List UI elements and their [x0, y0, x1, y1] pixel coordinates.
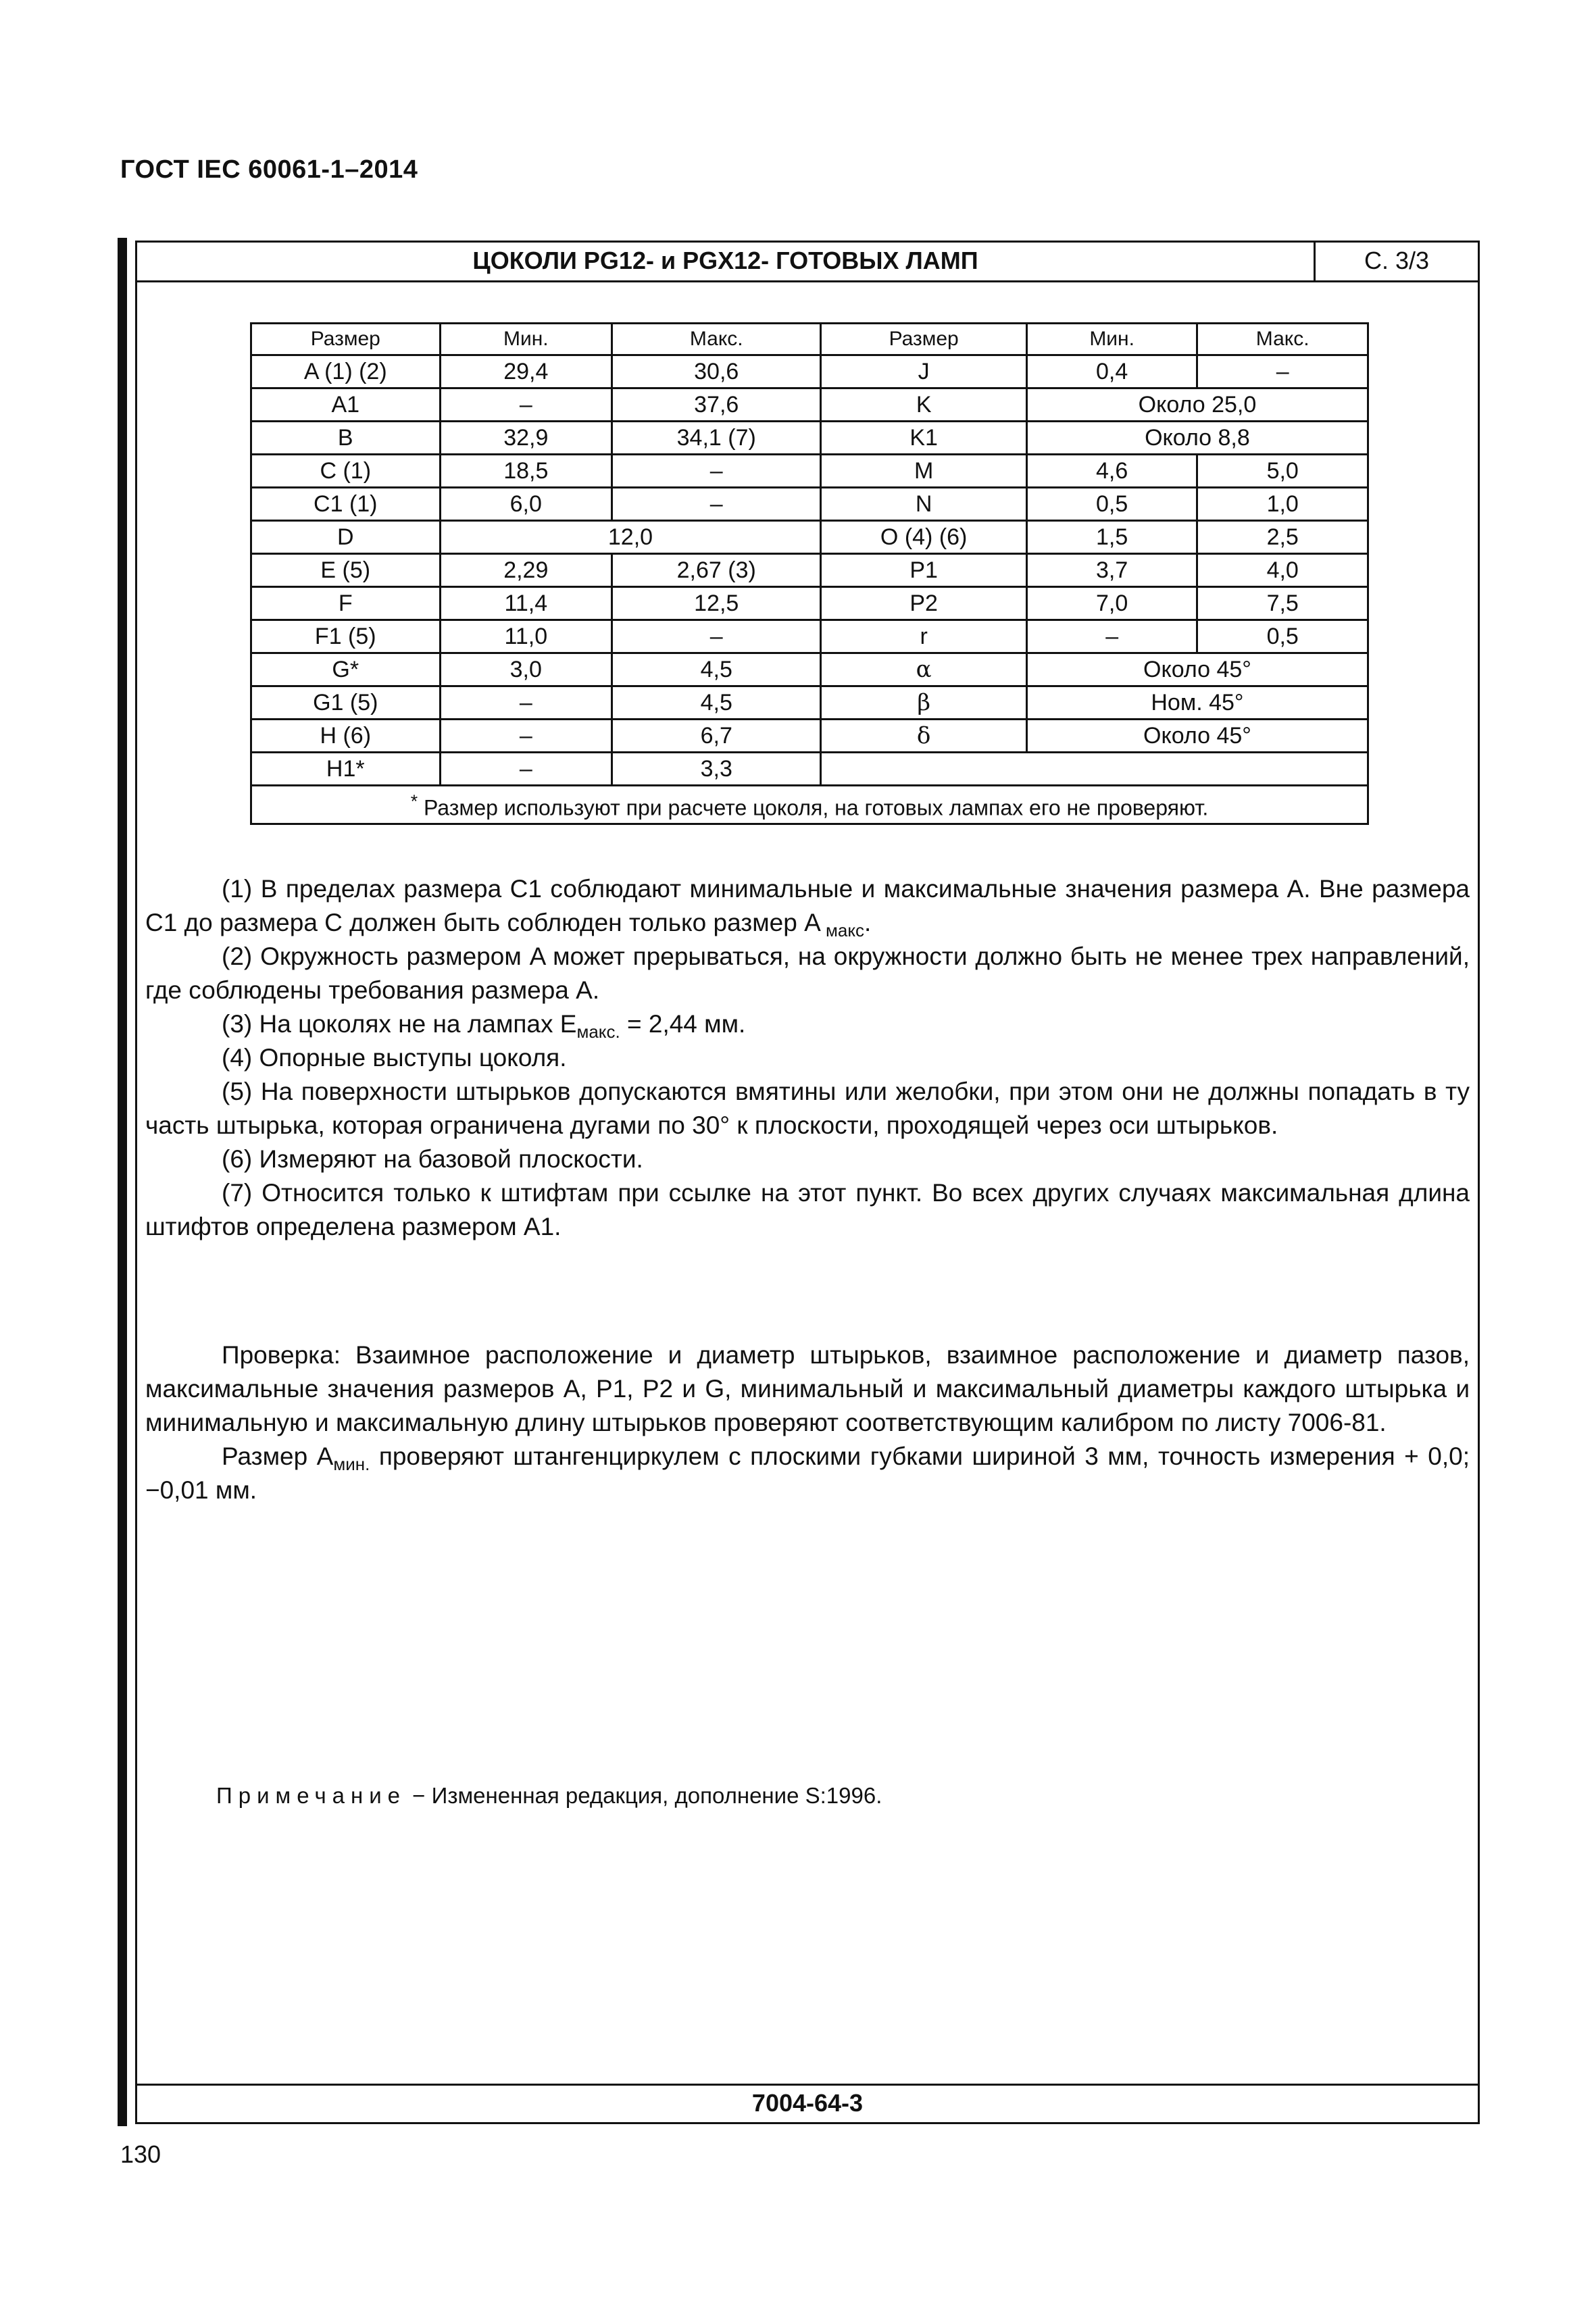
table-cell: N: [821, 488, 1026, 521]
table-cell: Около 45°: [1026, 653, 1368, 686]
table-cell: F1 (5): [251, 620, 441, 653]
table-cell: P1: [821, 554, 1026, 587]
sheet-title: ЦОКОЛИ PG12- и PGX12- ГОТОВЫХ ЛАМП: [472, 247, 978, 274]
table-cell: –: [612, 488, 821, 521]
note-2: (2) Окружность размером A может прерываться, на окружности должно быть не менее трех направлений, где соблюдены требования размера A.: [145, 942, 1470, 1004]
table-footnote: [251, 786, 1368, 824]
note-7: (7) Относится только к штифтам при ссылке на этот пункт. Во всех других случаях максимальная длина штифтов определена размером A1.: [145, 1179, 1470, 1240]
note-1-subscript: макс: [820, 920, 864, 940]
table-cell: 2,5: [1197, 521, 1368, 554]
note-3-subscript: макс.: [576, 1022, 620, 1042]
page-number: 130: [120, 2140, 161, 2168]
table-cell: –: [1197, 355, 1368, 388]
table-cell: β: [821, 686, 1026, 720]
remark: [216, 1783, 882, 1809]
note-3-end: = 2,44 мм.: [620, 1010, 746, 1038]
col-header: Макс.: [612, 324, 821, 355]
table-cell: C1 (1): [251, 488, 441, 521]
table-row: [251, 554, 1368, 587]
footnote-text: Размер используют при расчете цоколя, на готовых лампах его не проверяют.: [418, 795, 1209, 820]
table-cell: 3,0: [440, 653, 612, 686]
table-cell: –: [440, 686, 612, 720]
table-cell: 3,7: [1026, 554, 1197, 587]
table-cell: F: [251, 587, 441, 620]
check-paragraph-1: Проверка: Взаимное расположение и диаметр штырьков, взаимное расположение и диаметр пазов, максимальные значения размеров A, P1, P2 и G, минимальный и максимальный диаметры каждого штырька и минимальную и максимальную длину штырьков проверяют соответствующим калибром по листу 7006-81.: [145, 1341, 1470, 1436]
table-cell: E (5): [251, 554, 441, 587]
table-row: [251, 488, 1368, 521]
col-header: Размер: [251, 324, 441, 355]
table-cell: –: [612, 455, 821, 488]
sheet-code: 7004-64-3: [137, 2084, 1478, 2122]
table-row: [251, 422, 1368, 455]
table-cell: 4,5: [612, 653, 821, 686]
table-row: [251, 653, 1368, 686]
table-cell: A1: [251, 388, 441, 422]
table-cell: 2,67 (3): [612, 554, 821, 587]
table-row: [251, 720, 1368, 753]
dimensions-table: [250, 322, 1369, 825]
sheet-frame: [135, 241, 1480, 2124]
table-cell: Около 8,8: [1026, 422, 1368, 455]
check-text: Размер A: [222, 1442, 334, 1470]
table-cell: 0,4: [1026, 355, 1197, 388]
note-1: [145, 872, 1470, 940]
table-cell: B: [251, 422, 441, 455]
table-cell: C (1): [251, 455, 441, 488]
table-cell: Около 45°: [1026, 720, 1368, 753]
table-cell: –: [440, 388, 612, 422]
col-header: Размер: [821, 324, 1026, 355]
table-cell: 18,5: [440, 455, 612, 488]
table-cell: 0,5: [1026, 488, 1197, 521]
check-text-end: проверяют штангенциркулем с плоскими губками шириной 3 мм, точность измерения + 0,0; −0,01 мм.: [145, 1442, 1470, 1504]
table-cell: 11,0: [440, 620, 612, 653]
note-1-text: (1) В пределах размера C1 соблюдают минимальные и максимальные значения размера A. Вне размера C1 до размера C должен быть соблюден только размер A: [145, 875, 1470, 936]
note-4: (4) Опорные выступы цоколя.: [222, 1044, 567, 1072]
table-cell: M: [821, 455, 1026, 488]
table-cell: 4,6: [1026, 455, 1197, 488]
table-cell: α: [821, 653, 1026, 686]
table-cell: 12,5: [612, 587, 821, 620]
note-1-end: .: [864, 909, 872, 936]
table-cell: Около 25,0: [1026, 388, 1368, 422]
notes-section: [145, 872, 1470, 1244]
table-cell-empty: [821, 753, 1368, 786]
table-cell: G*: [251, 653, 441, 686]
table-cell: K: [821, 388, 1026, 422]
table-row: [251, 587, 1368, 620]
remark-label: Примечание: [216, 1783, 407, 1808]
table-row: [251, 455, 1368, 488]
table-header-row: [251, 324, 1368, 355]
table-cell: 2,29: [440, 554, 612, 587]
table-row: [251, 686, 1368, 720]
check-paragraph-2: [145, 1440, 1470, 1507]
table-cell: 7,0: [1026, 587, 1197, 620]
table-cell: –: [440, 720, 612, 753]
table-cell: D: [251, 521, 441, 554]
sheet-number: С. 3/3: [1314, 243, 1478, 280]
table-row: [251, 355, 1368, 388]
table-cell: 32,9: [440, 422, 612, 455]
check-subscript: мин.: [333, 1454, 370, 1474]
table-cell: 5,0: [1197, 455, 1368, 488]
table-cell: H1*: [251, 753, 441, 786]
table-cell: K1: [821, 422, 1026, 455]
table-cell: 12,0: [440, 521, 821, 554]
table-cell: δ: [821, 720, 1026, 753]
table-cell: H (6): [251, 720, 441, 753]
table-cell: P2: [821, 587, 1026, 620]
table-cell: 6,7: [612, 720, 821, 753]
table-cell: –: [1026, 620, 1197, 653]
note-3: [145, 1007, 1470, 1041]
table-cell: Ном. 45°: [1026, 686, 1368, 720]
table-cell: 11,4: [440, 587, 612, 620]
table-footnote-row: [251, 786, 1368, 824]
table-cell: J: [821, 355, 1026, 388]
table-cell: 4,0: [1197, 554, 1368, 587]
table-row: [251, 388, 1368, 422]
footnote-mark: *: [410, 791, 418, 811]
table-row: [251, 753, 1368, 786]
table-cell: 0,5: [1197, 620, 1368, 653]
note-3-text: (3) На цоколях не на лампах E: [222, 1010, 577, 1038]
remark-text: − Измененная редакция, дополнение S:1996.: [406, 1783, 882, 1808]
col-header: Мин.: [1026, 324, 1197, 355]
table-row: [251, 620, 1368, 653]
table-cell: r: [821, 620, 1026, 653]
table-cell: 34,1 (7): [612, 422, 821, 455]
table-cell: 6,0: [440, 488, 612, 521]
col-header: Мин.: [440, 324, 612, 355]
table-cell: –: [440, 753, 612, 786]
table-cell: 1,5: [1026, 521, 1197, 554]
table-cell: 30,6: [612, 355, 821, 388]
table-cell: 4,5: [612, 686, 821, 720]
table-cell: O (4) (6): [821, 521, 1026, 554]
table-cell: 7,5: [1197, 587, 1368, 620]
table-cell: 1,0: [1197, 488, 1368, 521]
table-cell: 3,3: [612, 753, 821, 786]
document-header: ГОСТ IEC 60061-1–2014: [120, 155, 418, 184]
check-section: [145, 1338, 1470, 1507]
table-cell: A (1) (2): [251, 355, 441, 388]
table-cell: G1 (5): [251, 686, 441, 720]
table-row: [251, 521, 1368, 554]
table-cell: 37,6: [612, 388, 821, 422]
note-6: (6) Измеряют на базовой плоскости.: [222, 1145, 643, 1173]
note-5: (5) На поверхности штырьков допускаются вмятины или желобки, при этом они не должны попадать в ту часть штырька, которая ограничена дугами по 30° к плоскости, проходящей через оси штырьков.: [145, 1078, 1470, 1139]
table-cell: 29,4: [440, 355, 612, 388]
title-row: [137, 243, 1478, 282]
table-cell: –: [612, 620, 821, 653]
col-header: Макс.: [1197, 324, 1368, 355]
change-bar: [118, 238, 127, 2126]
